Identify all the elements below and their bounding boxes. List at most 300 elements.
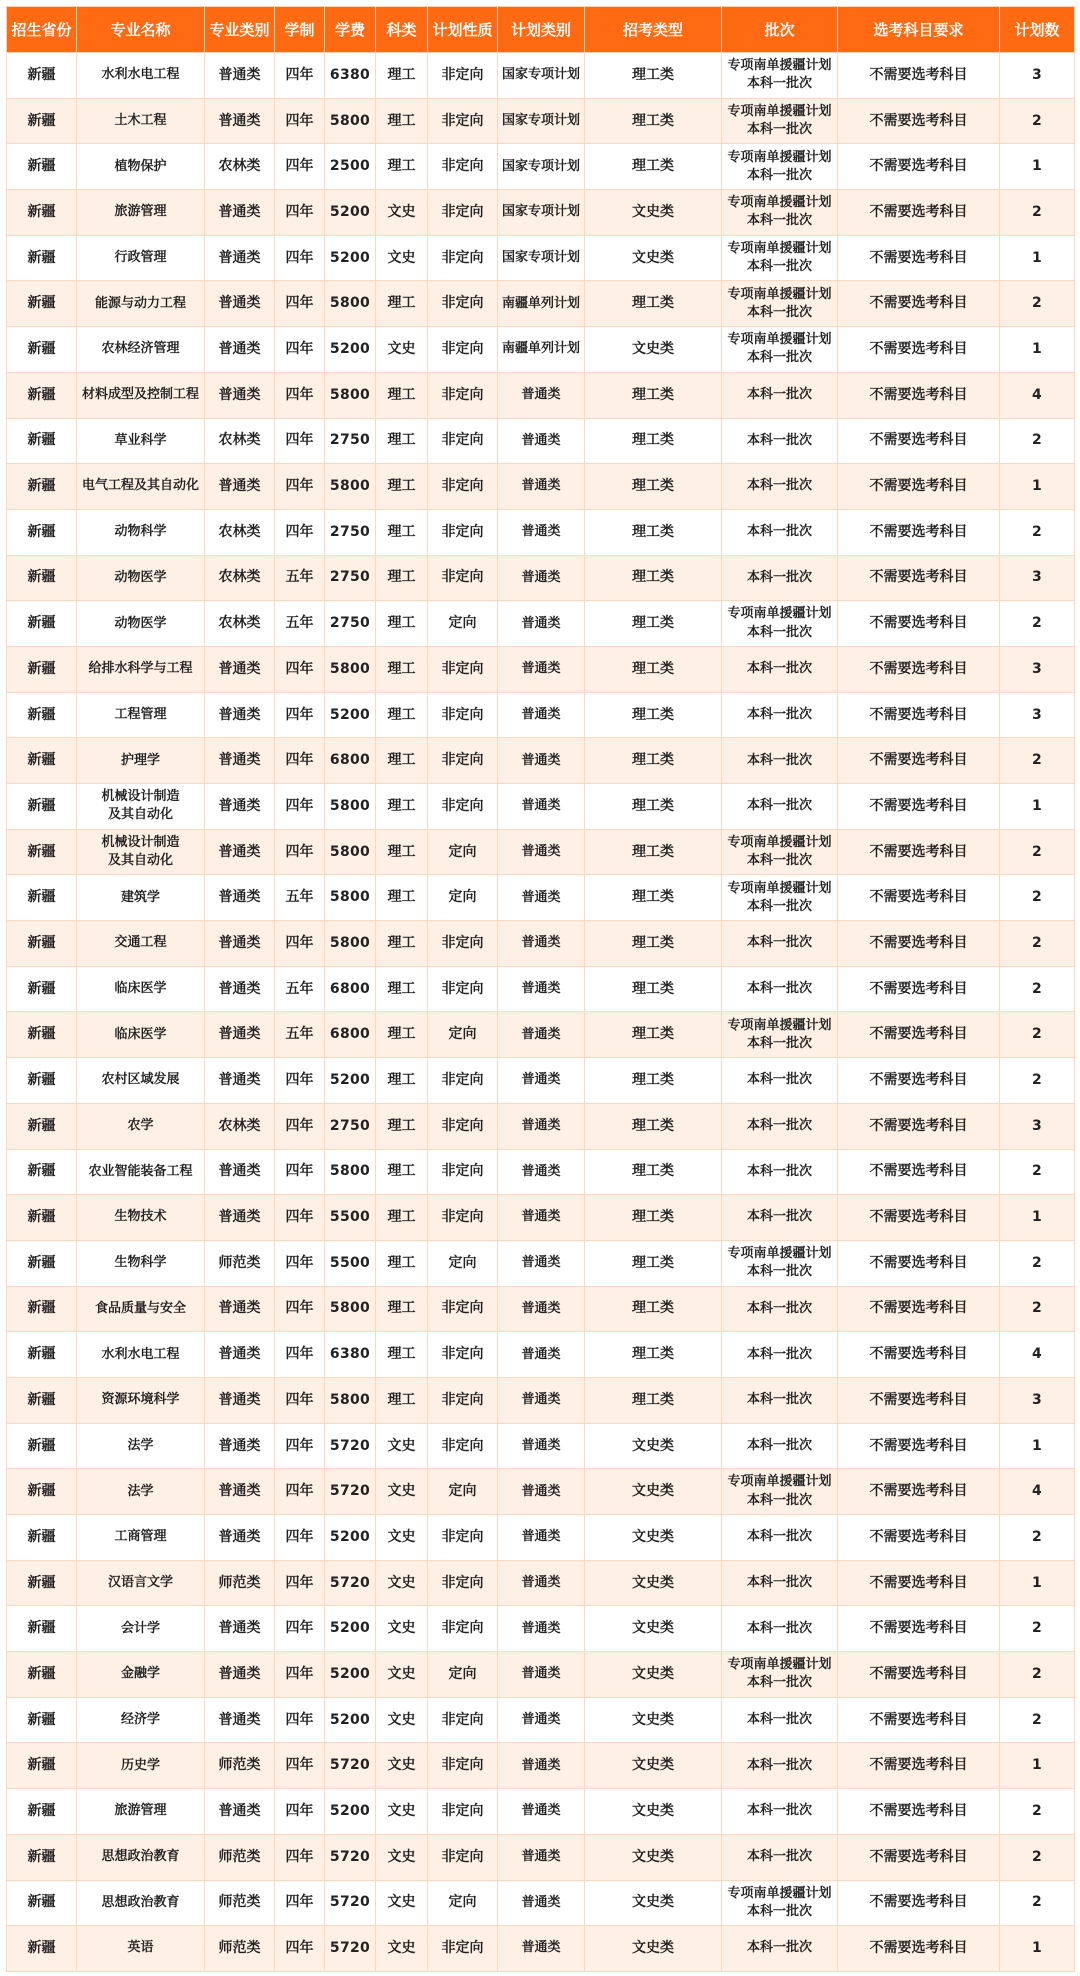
cell-plan-nature: 非定向: [428, 784, 498, 830]
cell-duration: 四年: [275, 738, 325, 784]
cell-major-category: 农林类: [205, 1103, 275, 1149]
cell-province: 新疆: [7, 784, 77, 830]
cell-tuition: 5800: [325, 829, 376, 875]
cell-subject-type: 理工: [376, 281, 428, 327]
cell-tuition: 2750: [325, 418, 376, 464]
cell-subject-type: 理工: [376, 601, 428, 647]
cell-major-name: 资源环境科学: [77, 1377, 205, 1423]
cell-exam-type: 理工类: [585, 1332, 722, 1378]
cell-plan-category: 普通类: [498, 784, 585, 830]
cell-major-name: 经济学: [77, 1697, 205, 1743]
table-row: [7, 281, 1075, 327]
cell-major-category: 普通类: [205, 1469, 275, 1515]
cell-tuition: 6380: [325, 1332, 376, 1378]
cell-subject-type: 文史: [376, 1926, 428, 1972]
cell-plan-count: 4: [1000, 1469, 1075, 1515]
cell-province: 新疆: [7, 1606, 77, 1652]
cell-plan-count: 2: [1000, 509, 1075, 555]
table-row: [7, 1606, 1075, 1652]
cell-plan-category: 普通类: [498, 1834, 585, 1880]
cell-subject-type: 理工: [376, 1286, 428, 1332]
cell-province: 新疆: [7, 235, 77, 281]
cell-duration: 五年: [275, 1012, 325, 1058]
cell-plan-category: 国家专项计划: [498, 53, 585, 99]
cell-subject-type: 理工: [376, 1149, 428, 1195]
cell-exam-type: 理工类: [585, 1103, 722, 1149]
cell-subject-requirement: 不需要选考科目: [838, 1652, 1000, 1698]
cell-major-name: 会计学: [77, 1606, 205, 1652]
cell-major-category: 师范类: [205, 1743, 275, 1789]
cell-exam-type: 理工类: [585, 418, 722, 464]
cell-batch: 专项南单援疆计划 本科一批次: [722, 190, 838, 236]
cell-batch: 本科一批次: [722, 509, 838, 555]
cell-plan-count: 2: [1000, 1697, 1075, 1743]
cell-batch: 本科一批次: [722, 738, 838, 784]
cell-duration: 四年: [275, 418, 325, 464]
cell-plan-nature: 非定向: [428, 555, 498, 601]
cell-province: 新疆: [7, 1195, 77, 1241]
cell-duration: 四年: [275, 281, 325, 327]
cell-duration: 四年: [275, 1789, 325, 1835]
cell-subject-requirement: 不需要选考科目: [838, 144, 1000, 190]
cell-plan-nature: 非定向: [428, 1834, 498, 1880]
cell-province: 新疆: [7, 966, 77, 1012]
cell-plan-category: 普通类: [498, 1469, 585, 1515]
cell-plan-nature: 非定向: [428, 1560, 498, 1606]
cell-duration: 四年: [275, 1149, 325, 1195]
cell-plan-category: 普通类: [498, 555, 585, 601]
cell-subject-requirement: 不需要选考科目: [838, 1834, 1000, 1880]
cell-plan-nature: 非定向: [428, 1697, 498, 1743]
cell-plan-nature: 非定向: [428, 1789, 498, 1835]
cell-major-category: 农林类: [205, 418, 275, 464]
cell-tuition: 6380: [325, 53, 376, 99]
cell-province: 新疆: [7, 1880, 77, 1926]
cell-batch: 本科一批次: [722, 1560, 838, 1606]
cell-plan-count: 2: [1000, 1286, 1075, 1332]
cell-exam-type: 理工类: [585, 144, 722, 190]
cell-major-name: 英语: [77, 1926, 205, 1972]
cell-major-category: 普通类: [205, 464, 275, 510]
cell-plan-nature: 非定向: [428, 1286, 498, 1332]
cell-exam-type: 理工类: [585, 692, 722, 738]
table-row: [7, 829, 1075, 875]
cell-plan-category: 南疆单列计划: [498, 281, 585, 327]
cell-tuition: 5720: [325, 1423, 376, 1469]
cell-subject-requirement: 不需要选考科目: [838, 1286, 1000, 1332]
header-row: [7, 7, 1075, 53]
cell-plan-count: 2: [1000, 1058, 1075, 1104]
cell-plan-category: 普通类: [498, 921, 585, 967]
cell-plan-count: 2: [1000, 1012, 1075, 1058]
cell-subject-type: 文史: [376, 327, 428, 373]
cell-exam-type: 理工类: [585, 829, 722, 875]
cell-tuition: 2500: [325, 144, 376, 190]
cell-subject-requirement: 不需要选考科目: [838, 464, 1000, 510]
cell-province: 新疆: [7, 1789, 77, 1835]
cell-exam-type: 文史类: [585, 1423, 722, 1469]
table-row: [7, 372, 1075, 418]
cell-plan-count: 1: [1000, 1560, 1075, 1606]
cell-major-name: 思想政治教育: [77, 1880, 205, 1926]
cell-duration: 四年: [275, 1103, 325, 1149]
cell-subject-type: 理工: [376, 738, 428, 784]
cell-plan-category: 普通类: [498, 418, 585, 464]
cell-duration: 四年: [275, 1560, 325, 1606]
cell-subject-requirement: 不需要选考科目: [838, 509, 1000, 555]
cell-duration: 五年: [275, 601, 325, 647]
cell-tuition: 5800: [325, 646, 376, 692]
cell-subject-requirement: 不需要选考科目: [838, 1423, 1000, 1469]
cell-subject-type: 理工: [376, 509, 428, 555]
cell-plan-count: 1: [1000, 144, 1075, 190]
table-row: [7, 966, 1075, 1012]
cell-duration: 四年: [275, 921, 325, 967]
cell-exam-type: 文史类: [585, 1652, 722, 1698]
cell-province: 新疆: [7, 1240, 77, 1286]
table-row: [7, 875, 1075, 921]
cell-subject-requirement: 不需要选考科目: [838, 53, 1000, 99]
cell-duration: 四年: [275, 1195, 325, 1241]
cell-major-name: 行政管理: [77, 235, 205, 281]
cell-batch: 专项南单援疆计划 本科一批次: [722, 53, 838, 99]
cell-subject-requirement: 不需要选考科目: [838, 966, 1000, 1012]
cell-batch: 本科一批次: [722, 1834, 838, 1880]
cell-subject-requirement: 不需要选考科目: [838, 1195, 1000, 1241]
cell-subject-type: 文史: [376, 1560, 428, 1606]
cell-subject-requirement: 不需要选考科目: [838, 1560, 1000, 1606]
cell-batch: 本科一批次: [722, 1149, 838, 1195]
table-row: [7, 1515, 1075, 1561]
cell-duration: 四年: [275, 1058, 325, 1104]
cell-plan-nature: 非定向: [428, 1606, 498, 1652]
cell-major-name: 机械设计制造 及其自动化: [77, 784, 205, 830]
cell-major-category: 普通类: [205, 646, 275, 692]
cell-plan-category: 普通类: [498, 601, 585, 647]
cell-subject-type: 理工: [376, 784, 428, 830]
cell-exam-type: 理工类: [585, 1286, 722, 1332]
cell-major-category: 师范类: [205, 1240, 275, 1286]
cell-province: 新疆: [7, 1103, 77, 1149]
cell-batch: 专项南单援疆计划 本科一批次: [722, 98, 838, 144]
cell-batch: 专项南单援疆计划 本科一批次: [722, 327, 838, 373]
table-row: [7, 98, 1075, 144]
cell-province: 新疆: [7, 372, 77, 418]
cell-major-name: 土木工程: [77, 98, 205, 144]
cell-subject-type: 文史: [376, 1697, 428, 1743]
cell-subject-type: 理工: [376, 418, 428, 464]
cell-province: 新疆: [7, 646, 77, 692]
cell-major-category: 农林类: [205, 601, 275, 647]
cell-major-category: 普通类: [205, 1515, 275, 1561]
cell-tuition: 5800: [325, 875, 376, 921]
cell-batch: 本科一批次: [722, 1377, 838, 1423]
cell-plan-count: 2: [1000, 829, 1075, 875]
table-row: [7, 53, 1075, 99]
cell-plan-nature: 非定向: [428, 464, 498, 510]
cell-plan-count: 2: [1000, 190, 1075, 236]
cell-plan-category: 普通类: [498, 1240, 585, 1286]
cell-major-name: 金融学: [77, 1652, 205, 1698]
cell-plan-nature: 非定向: [428, 692, 498, 738]
cell-plan-nature: 非定向: [428, 1423, 498, 1469]
cell-exam-type: 文史类: [585, 1606, 722, 1652]
cell-province: 新疆: [7, 875, 77, 921]
table-row: [7, 1652, 1075, 1698]
cell-province: 新疆: [7, 601, 77, 647]
cell-plan-count: 3: [1000, 1103, 1075, 1149]
cell-tuition: 2750: [325, 555, 376, 601]
cell-major-name: 材料成型及控制工程: [77, 372, 205, 418]
cell-major-category: 普通类: [205, 190, 275, 236]
cell-exam-type: 理工类: [585, 921, 722, 967]
cell-subject-requirement: 不需要选考科目: [838, 1240, 1000, 1286]
cell-plan-count: 2: [1000, 1240, 1075, 1286]
cell-plan-category: 普通类: [498, 1012, 585, 1058]
cell-exam-type: 理工类: [585, 646, 722, 692]
table-body: [7, 53, 1075, 1972]
cell-major-name: 水利水电工程: [77, 1332, 205, 1378]
cell-major-name: 动物医学: [77, 601, 205, 647]
cell-plan-category: 普通类: [498, 1195, 585, 1241]
cell-major-name: 生物技术: [77, 1195, 205, 1241]
cell-exam-type: 文史类: [585, 1743, 722, 1789]
cell-batch: 本科一批次: [722, 784, 838, 830]
cell-subject-requirement: 不需要选考科目: [838, 327, 1000, 373]
cell-plan-nature: 非定向: [428, 1103, 498, 1149]
enrollment-plan-table-container: [6, 6, 1074, 1972]
cell-subject-requirement: 不需要选考科目: [838, 1103, 1000, 1149]
cell-plan-count: 2: [1000, 966, 1075, 1012]
cell-major-category: 普通类: [205, 1606, 275, 1652]
cell-tuition: 5800: [325, 1377, 376, 1423]
cell-plan-nature: 非定向: [428, 53, 498, 99]
cell-major-name: 农林经济管理: [77, 327, 205, 373]
cell-subject-type: 理工: [376, 966, 428, 1012]
cell-subject-requirement: 不需要选考科目: [838, 1880, 1000, 1926]
cell-exam-type: 文史类: [585, 327, 722, 373]
cell-subject-type: 理工: [376, 372, 428, 418]
cell-plan-nature: 定向: [428, 1652, 498, 1698]
table-row: [7, 1012, 1075, 1058]
cell-tuition: 2750: [325, 1103, 376, 1149]
cell-province: 新疆: [7, 464, 77, 510]
cell-subject-type: 文史: [376, 235, 428, 281]
cell-subject-type: 文史: [376, 1880, 428, 1926]
cell-plan-category: 普通类: [498, 372, 585, 418]
enrollment-plan-table: [6, 6, 1075, 1972]
cell-major-category: 普通类: [205, 1423, 275, 1469]
cell-duration: 四年: [275, 829, 325, 875]
cell-exam-type: 文史类: [585, 1834, 722, 1880]
table-row: [7, 601, 1075, 647]
cell-plan-category: 普通类: [498, 464, 585, 510]
cell-province: 新疆: [7, 1834, 77, 1880]
header-province: 招生省份: [7, 7, 77, 53]
cell-exam-type: 文史类: [585, 1697, 722, 1743]
cell-duration: 四年: [275, 372, 325, 418]
cell-tuition: 5200: [325, 1606, 376, 1652]
cell-subject-requirement: 不需要选考科目: [838, 1149, 1000, 1195]
cell-batch: 专项南单援疆计划 本科一批次: [722, 235, 838, 281]
cell-batch: 本科一批次: [722, 418, 838, 464]
cell-plan-nature: 非定向: [428, 1149, 498, 1195]
cell-exam-type: 理工类: [585, 966, 722, 1012]
cell-plan-category: 普通类: [498, 1606, 585, 1652]
cell-subject-requirement: 不需要选考科目: [838, 738, 1000, 784]
cell-tuition: 5800: [325, 281, 376, 327]
cell-plan-category: 普通类: [498, 1697, 585, 1743]
table-row: [7, 1789, 1075, 1835]
cell-plan-nature: 定向: [428, 1240, 498, 1286]
cell-plan-nature: 非定向: [428, 98, 498, 144]
cell-tuition: 5200: [325, 327, 376, 373]
cell-plan-count: 1: [1000, 464, 1075, 510]
cell-province: 新疆: [7, 190, 77, 236]
cell-plan-count: 3: [1000, 1377, 1075, 1423]
cell-duration: 四年: [275, 1697, 325, 1743]
cell-major-name: 临床医学: [77, 966, 205, 1012]
cell-plan-count: 3: [1000, 646, 1075, 692]
cell-province: 新疆: [7, 921, 77, 967]
cell-subject-requirement: 不需要选考科目: [838, 1697, 1000, 1743]
cell-plan-category: 国家专项计划: [498, 144, 585, 190]
cell-plan-category: 普通类: [498, 1743, 585, 1789]
cell-duration: 五年: [275, 966, 325, 1012]
cell-province: 新疆: [7, 144, 77, 190]
cell-duration: 五年: [275, 875, 325, 921]
header-subject-requirement: 选考科目要求: [838, 7, 1000, 53]
header-batch: 批次: [722, 7, 838, 53]
cell-plan-nature: 非定向: [428, 235, 498, 281]
cell-duration: 四年: [275, 327, 325, 373]
cell-plan-nature: 非定向: [428, 921, 498, 967]
cell-duration: 四年: [275, 692, 325, 738]
cell-plan-count: 2: [1000, 1606, 1075, 1652]
cell-subject-type: 理工: [376, 921, 428, 967]
table-row: [7, 1286, 1075, 1332]
cell-major-category: 普通类: [205, 1789, 275, 1835]
cell-province: 新疆: [7, 692, 77, 738]
cell-major-category: 普通类: [205, 1195, 275, 1241]
table-row: [7, 1058, 1075, 1104]
cell-tuition: 5500: [325, 1195, 376, 1241]
cell-exam-type: 理工类: [585, 784, 722, 830]
cell-batch: 专项南单援疆计划 本科一批次: [722, 1240, 838, 1286]
cell-major-name: 旅游管理: [77, 190, 205, 236]
cell-subject-requirement: 不需要选考科目: [838, 692, 1000, 738]
cell-subject-type: 理工: [376, 1195, 428, 1241]
cell-major-category: 普通类: [205, 1058, 275, 1104]
cell-tuition: 5720: [325, 1880, 376, 1926]
cell-exam-type: 理工类: [585, 98, 722, 144]
cell-subject-type: 理工: [376, 646, 428, 692]
header-plan-category: 计划类别: [498, 7, 585, 53]
cell-plan-category: 普通类: [498, 1377, 585, 1423]
cell-exam-type: 文史类: [585, 190, 722, 236]
cell-plan-nature: 定向: [428, 1469, 498, 1515]
cell-duration: 四年: [275, 144, 325, 190]
table-row: [7, 509, 1075, 555]
cell-tuition: 5800: [325, 98, 376, 144]
cell-plan-count: 2: [1000, 1789, 1075, 1835]
table-row: [7, 1195, 1075, 1241]
header-duration: 学制: [275, 7, 325, 53]
table-row: [7, 646, 1075, 692]
cell-subject-requirement: 不需要选考科目: [838, 1515, 1000, 1561]
table-row: [7, 1697, 1075, 1743]
cell-major-name: 交通工程: [77, 921, 205, 967]
cell-tuition: 5200: [325, 1789, 376, 1835]
cell-batch: 专项南单援疆计划 本科一批次: [722, 144, 838, 190]
header-plan-nature: 计划性质: [428, 7, 498, 53]
cell-province: 新疆: [7, 555, 77, 601]
cell-plan-count: 2: [1000, 98, 1075, 144]
header-tuition: 学费: [325, 7, 376, 53]
cell-exam-type: 理工类: [585, 555, 722, 601]
cell-major-category: 普通类: [205, 372, 275, 418]
cell-batch: 专项南单援疆计划 本科一批次: [722, 1469, 838, 1515]
cell-tuition: 5500: [325, 1240, 376, 1286]
cell-subject-type: 理工: [376, 829, 428, 875]
cell-duration: 四年: [275, 1652, 325, 1698]
table-row: [7, 190, 1075, 236]
cell-province: 新疆: [7, 1377, 77, 1423]
cell-tuition: 5720: [325, 1926, 376, 1972]
cell-major-name: 食品质量与安全: [77, 1286, 205, 1332]
cell-major-name: 法学: [77, 1469, 205, 1515]
cell-plan-count: 2: [1000, 418, 1075, 464]
cell-subject-requirement: 不需要选考科目: [838, 1789, 1000, 1835]
cell-major-category: 普通类: [205, 1286, 275, 1332]
cell-plan-category: 普通类: [498, 1149, 585, 1195]
cell-subject-requirement: 不需要选考科目: [838, 784, 1000, 830]
cell-subject-requirement: 不需要选考科目: [838, 98, 1000, 144]
cell-plan-count: 3: [1000, 692, 1075, 738]
cell-exam-type: 理工类: [585, 1058, 722, 1104]
cell-batch: 本科一批次: [722, 966, 838, 1012]
table-row: [7, 144, 1075, 190]
cell-major-name: 生物科学: [77, 1240, 205, 1286]
cell-subject-type: 文史: [376, 1469, 428, 1515]
cell-plan-category: 普通类: [498, 738, 585, 784]
cell-plan-count: 1: [1000, 1195, 1075, 1241]
cell-subject-type: 理工: [376, 692, 428, 738]
cell-tuition: 5800: [325, 1149, 376, 1195]
cell-plan-nature: 非定向: [428, 190, 498, 236]
cell-subject-type: 文史: [376, 1423, 428, 1469]
table-row: [7, 1423, 1075, 1469]
cell-province: 新疆: [7, 1652, 77, 1698]
cell-subject-requirement: 不需要选考科目: [838, 601, 1000, 647]
cell-major-category: 普通类: [205, 98, 275, 144]
cell-tuition: 5800: [325, 784, 376, 830]
cell-major-category: 普通类: [205, 235, 275, 281]
cell-plan-category: 普通类: [498, 1332, 585, 1378]
cell-tuition: 5720: [325, 1743, 376, 1789]
cell-plan-count: 1: [1000, 1423, 1075, 1469]
cell-plan-nature: 非定向: [428, 1195, 498, 1241]
cell-plan-count: 1: [1000, 235, 1075, 281]
cell-plan-category: 普通类: [498, 1423, 585, 1469]
cell-major-name: 思想政治教育: [77, 1834, 205, 1880]
cell-major-category: 师范类: [205, 1560, 275, 1606]
table-row: [7, 464, 1075, 510]
cell-province: 新疆: [7, 1515, 77, 1561]
cell-plan-nature: 非定向: [428, 1332, 498, 1378]
cell-duration: 四年: [275, 646, 325, 692]
cell-subject-requirement: 不需要选考科目: [838, 1469, 1000, 1515]
